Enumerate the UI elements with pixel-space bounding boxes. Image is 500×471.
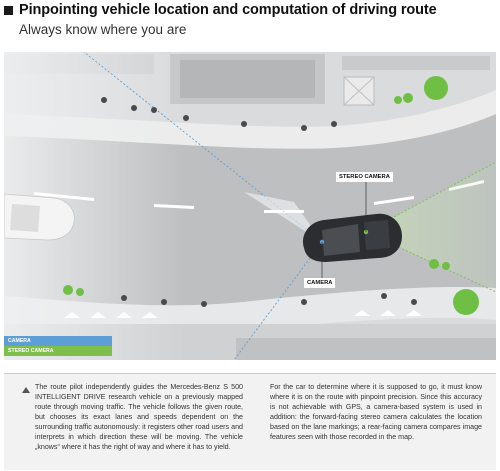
- stereo-camera-label: STEREO CAMERA: [336, 172, 393, 182]
- legend-stereo-camera: STEREO CAMERA: [4, 346, 112, 356]
- oncoming-car: [4, 194, 74, 240]
- description-box: [4, 373, 496, 470]
- building-top-right: [342, 56, 490, 70]
- header: [0, 0, 500, 48]
- triangle-icon: [22, 387, 30, 393]
- building-bottom-right: [236, 338, 496, 360]
- page-title: Pinpointing vehicle location and computation of driving route: [19, 2, 437, 18]
- diagram-illustration: [4, 52, 496, 360]
- description-column-2: For the car to determine where it is supposed to go, it must know where it is on the route with pinpoint precision. Since this accuracy is not achievable with GPS, a camera-based system is used in addition: the forward-facing stereo camera calculates the location based on the lane markings; a rear-facing camera compares image features seen with those recorded in the map.: [270, 383, 482, 441]
- route-diagram: [4, 52, 496, 360]
- title-row: [4, 2, 437, 18]
- title-bullet-icon: [4, 6, 13, 15]
- page-subtitle: Always know where you are: [19, 22, 187, 37]
- camera-label: CAMERA: [304, 278, 335, 288]
- building-top-center-roof: [180, 60, 315, 98]
- description-column-1: The route pilot independently guides the Mercedes-Benz S 500 INTELLIGENT DRIVE research vehicle on a previously mapped route through moving traffic. The vehicle follows the given route, but chooses its exact lanes and speeds dependent on the surrounding traffic autonomously: it registers other road users and interprets in which direction these will be moving. The vehicle „knows“ where it has the right of way and where it has to yield.: [35, 383, 243, 451]
- legend-camera: CAMERA: [4, 336, 112, 346]
- legend: [4, 336, 112, 356]
